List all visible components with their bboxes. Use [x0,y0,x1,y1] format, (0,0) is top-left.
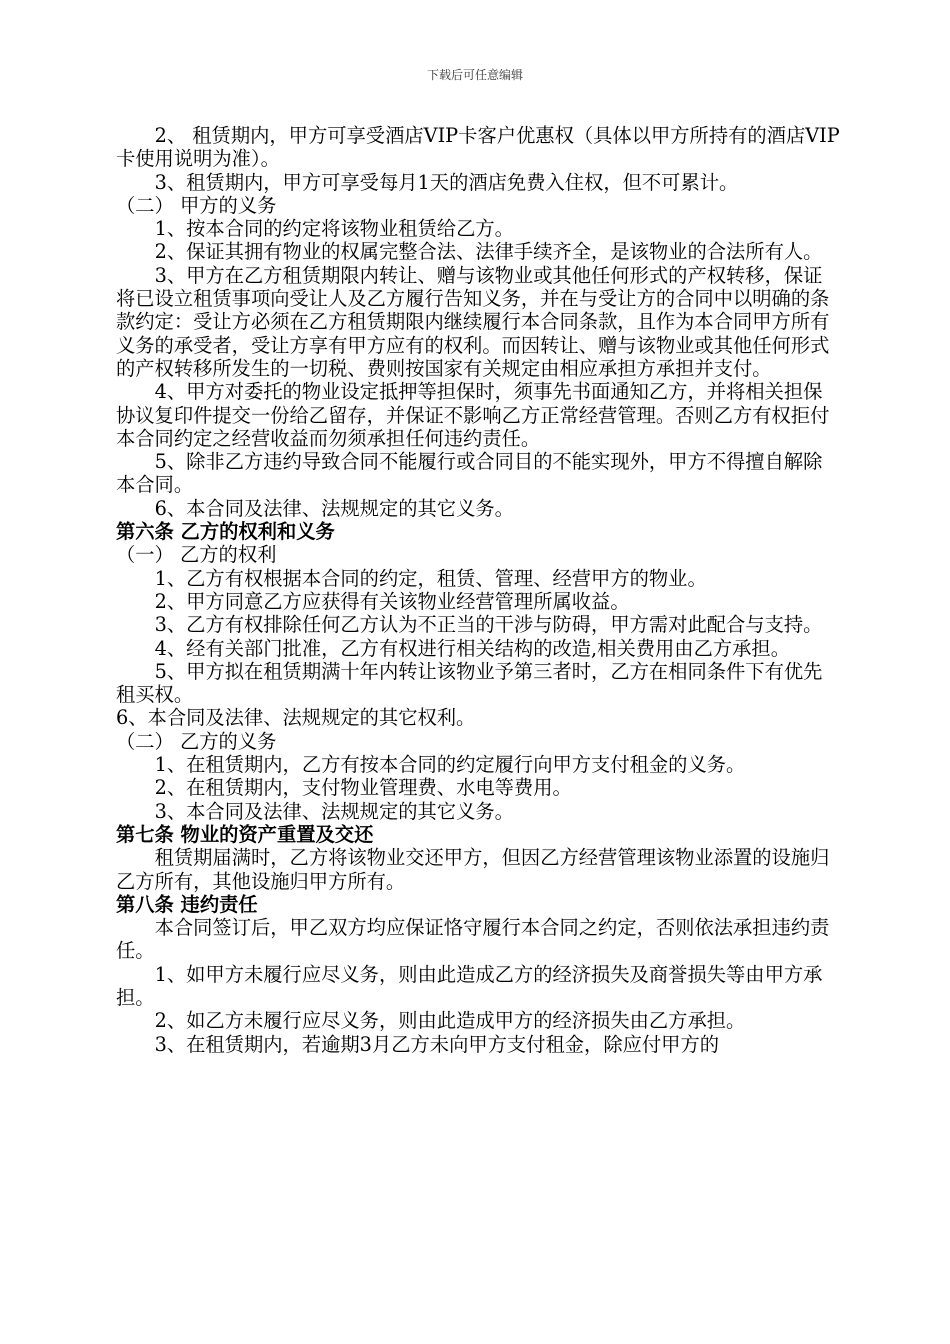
paragraph: 本合同签订后，甲乙双方均应保证恪守履行本合同之约定，否则依法承担违约责任。 [116,916,830,963]
paragraph: 1、按本合同的约定将该物业租赁给乙方。 [154,217,514,241]
paragraph: 2、保证其拥有物业的权属完整合法、法律手续齐全，是该物业的合法所有人。 [154,240,823,264]
article-heading: 第六条 乙方的权利和义务 [116,520,335,544]
section-subheading: （一） 乙方的权利 [116,543,277,567]
paragraph: 2、 租赁期内，甲方可享受酒店VIP卡客户优惠权（具体以甲方所持有的酒店VIP卡使用说明为准）。 [116,124,840,171]
paragraph: 租赁期届满时，乙方将该物业交还甲方，但因乙方经营管理该物业添置的设施归乙方所有，其他设施归甲方所有。 [116,846,830,893]
paragraph: 2、如乙方未履行应尽义务，则由此造成甲方的经济损失由乙方承担。 [154,1009,746,1033]
document-body [116,124,840,1056]
article-heading: 第七条 物业的资产重置及交还 [116,822,374,846]
paragraph: 6、本合同及法律、法规规定的其它权利。 [116,706,476,730]
paragraph: 5、除非乙方违约导致合同不能履行或合同目的不能实现外，甲方不得擅自解除本合同。 [116,450,823,497]
article-heading: 第八条 违约责任 [116,892,258,916]
section-subheading: （二） 甲方的义务 [116,193,277,217]
paragraph: 3、租赁期内，甲方可享受每月1天的酒店免费入住权，但不可累计。 [154,170,739,194]
paragraph: 1、乙方有权根据本合同的约定，租赁、管理、经营甲方的物业。 [154,566,707,590]
section-subheading: （二） 乙方的义务 [116,729,277,753]
paragraph: 3、在租赁期内，若逾期3月乙方未向甲方支付租金，除应付甲方的 [154,1032,720,1056]
paragraph: 2、在租赁期内，支付物业管理费、水电等费用。 [154,776,572,800]
paragraph: 2、甲方同意乙方应获得有关该物业经营管理所属收益。 [154,589,630,613]
paragraph: 3、乙方有权排除任何乙方认为不正当的干涉与防碍，甲方需对此配合与支持。 [154,613,823,637]
paragraph: 1、如甲方未履行应尽义务，则由此造成乙方的经济损失及商誉损失等由甲方承担。 [116,962,823,1009]
paragraph: 3、本合同及法律、法规规定的其它义务。 [154,799,514,823]
paragraph: 4、经有关部门批准，乙方有权进行相关结构的改造,相关费用由乙方承担。 [154,636,790,660]
paragraph: 3、甲方在乙方租赁期限内转让、赠与该物业或其他任何形式的产权转移，保证将已设立租赁事项向受让人及乙方履行告知义务，并在与受让方的合同中以明确的条款约定：受让方必须在乙方租赁期限内继续履行本合同条款，且作为本合同甲方所有义务的承受者，受让方享有甲方应有的权利。而因转让、赠与该物业或其他任何形式的产权转移所发生的一切税、费则按国家有关规定由相应承担方承担并支付。 [116,263,830,380]
page-header-note: 下载后可任意编辑 [426,68,523,82]
paragraph: 6、本合同及法律、法规规定的其它义务。 [154,496,514,520]
paragraph: 4、甲方对委托的物业设定抵押等担保时，须事先书面通知乙方，并将相关担保协议复印件提交一份给乙留存，并保证不影响乙方正常经营管理。否则乙方有权拒付本合同约定之经营收益而勿须承担任何违约责任。 [116,380,830,450]
paragraph: 1、在租赁期内，乙方有按本合同的约定履行向甲方支付租金的义务。 [154,753,746,777]
paragraph: 5、甲方拟在租赁期满十年内转让该物业予第三者时，乙方在相同条件下有优先租买权。 [116,659,823,707]
